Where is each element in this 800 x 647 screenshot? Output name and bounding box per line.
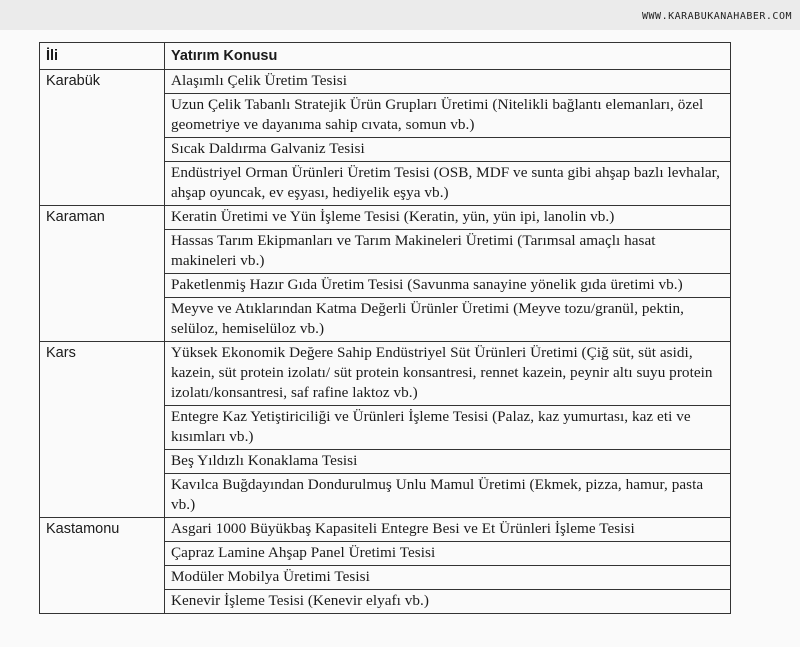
topic-cell: Modüler Mobilya Üretimi Tesisi	[165, 566, 731, 590]
topic-cell: Kenevir İşleme Tesisi (Kenevir elyafı vb.)	[165, 590, 731, 614]
topic-cell: Hassas Tarım Ekipmanları ve Tarım Makineleri Üretimi (Tarımsal amaçlı hasat makineleri vb.)	[165, 230, 731, 274]
province-cell: Kastamonu	[40, 518, 165, 614]
top-band	[0, 0, 800, 30]
table-row	[40, 518, 731, 542]
table-row	[40, 342, 731, 406]
province-cell: Kars	[40, 342, 165, 518]
table-row	[40, 206, 731, 230]
table-body	[40, 70, 731, 614]
topic-cell: Asgari 1000 Büyükbaş Kapasiteli Entegre Besi ve Et Ürünleri İşleme Tesisi	[165, 518, 731, 542]
topic-cell: Yüksek Ekonomik Değere Sahip Endüstriyel Süt Ürünleri Üretimi (Çiğ süt, süt asidi, kazein, süt protein izolatı/ süt protein konsantresi, rennet kazein, peynir altı suyu protein izolatı/konsantresi, saf rafine laktoz vb.)	[165, 342, 731, 406]
document-page	[0, 30, 800, 647]
topic-cell: Paketlenmiş Hazır Gıda Üretim Tesisi (Savunma sanayine yönelik gıda üretimi vb.)	[165, 274, 731, 298]
province-cell: Karaman	[40, 206, 165, 342]
topic-cell: Keratin Üretimi ve Yün İşleme Tesisi (Keratin, yün, yün ipi, lanolin vb.)	[165, 206, 731, 230]
topic-cell: Alaşımlı Çelik Üretim Tesisi	[165, 70, 731, 94]
watermark: WWW.KARABUKANAHABER.COM	[642, 11, 792, 22]
topic-cell: Endüstriyel Orman Ürünleri Üretim Tesisi (OSB, MDF ve sunta gibi ahşap bazlı levhalar, ahşap oyuncak, ev eşyası, hediyelik eşya vb.)	[165, 162, 731, 206]
topic-header: Yatırım Konusu	[165, 43, 731, 70]
topic-cell: Çapraz Lamine Ahşap Panel Üretimi Tesisi	[165, 542, 731, 566]
topic-cell: Meyve ve Atıklarından Katma Değerli Ürünler Üretimi (Meyve tozu/granül, pektin, selüloz, hemiselüloz vb.)	[165, 298, 731, 342]
topic-cell: Entegre Kaz Yetiştiriciliği ve Ürünleri İşleme Tesisi (Palaz, kaz yumurtası, kaz eti ve kısımları vb.)	[165, 406, 731, 450]
topic-cell: Beş Yıldızlı Konaklama Tesisi	[165, 450, 731, 474]
topic-cell: Sıcak Daldırma Galvaniz Tesisi	[165, 138, 731, 162]
table-row	[40, 70, 731, 94]
topic-cell: Uzun Çelik Tabanlı Stratejik Ürün Grupları Üretimi (Nitelikli bağlantı elemanları, özel geometriye ve dayanıma sahip cıvata, somun vb.)	[165, 94, 731, 138]
province-cell: Karabük	[40, 70, 165, 206]
table-header-row	[40, 43, 731, 70]
topic-cell: Kavılca Buğdayından Dondurulmuş Unlu Mamul Üretimi (Ekmek, pizza, hamur, pasta vb.)	[165, 474, 731, 518]
province-header: İli	[40, 43, 165, 70]
investment-table	[39, 42, 731, 614]
